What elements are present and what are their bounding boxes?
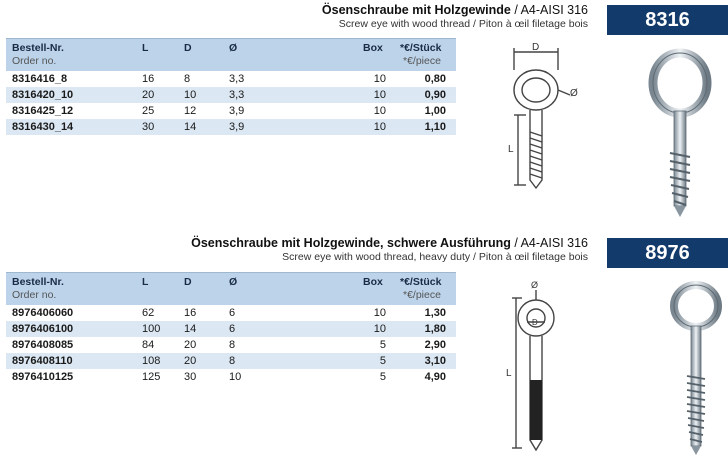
table-row [6, 103, 456, 119]
product-photo-screw-eye [640, 45, 720, 220]
cell-box: 10 [373, 307, 386, 319]
cell-d: 16 [184, 307, 197, 319]
technical-drawing [490, 40, 590, 190]
cell-l: 16 [142, 73, 155, 85]
cell-box: 10 [373, 121, 386, 133]
cell-price: 3,10 [424, 355, 446, 367]
cell-order-no: 8976406100 [12, 323, 74, 335]
cell-diameter: 6 [229, 307, 236, 319]
cell-diameter: 8 [229, 339, 236, 351]
cell-box: 10 [373, 323, 386, 335]
cell-price: 1,80 [424, 323, 446, 335]
header-order-no: Bestell-Nr. [12, 276, 64, 288]
cell-l: 62 [142, 307, 155, 319]
cell-order-no: 8976408085 [12, 339, 74, 351]
cell-d: 30 [184, 371, 197, 383]
header-order-no-en: Order no. [12, 55, 57, 67]
technical-drawing [500, 280, 580, 455]
cell-order-no: 8316430_14 [12, 121, 74, 133]
cell-l: 20 [142, 89, 155, 101]
cell-diameter: 3,9 [229, 121, 245, 133]
cell-diameter: 3,3 [229, 73, 245, 85]
section-title: Ösenschraube mit Holzgewinde, schwere Ausführung / A4-AISI 316 [191, 236, 588, 250]
cell-box: 5 [379, 339, 386, 351]
dimension-d-label: D [532, 42, 540, 53]
cell-l: 100 [142, 323, 161, 335]
table-row [6, 119, 456, 135]
cell-diameter: 3,9 [229, 105, 245, 117]
cell-box: 10 [373, 105, 386, 117]
cell-l: 84 [142, 339, 155, 351]
table-row [6, 369, 456, 385]
cell-price: 2,90 [424, 339, 446, 351]
header-d: D [184, 42, 192, 54]
cell-d: 8 [184, 73, 191, 85]
cell-box: 10 [373, 73, 386, 85]
product-table [6, 272, 456, 385]
header-price: *€/Stück [400, 276, 442, 288]
cell-d: 20 [184, 339, 197, 351]
header-l: L [142, 276, 149, 288]
header-box: Box [363, 276, 383, 288]
header-price: *€/Stück [400, 42, 442, 54]
product-badge: 8976 [607, 238, 728, 268]
cell-d: 20 [184, 355, 197, 367]
cell-box: 5 [379, 355, 386, 367]
dimension-d-label: D [532, 318, 538, 327]
dimension-l-label: L [506, 368, 512, 379]
table-row [6, 321, 456, 337]
product-section-8316 [0, 0, 728, 200]
table-row [6, 337, 456, 353]
section-subtitle: Screw eye with wood thread / Piton à œil filetage bois [338, 18, 588, 30]
table-row [6, 305, 456, 321]
dimension-diameter-label: Ø [531, 280, 539, 290]
header-diameter: Ø [229, 276, 238, 288]
cell-box: 10 [373, 89, 386, 101]
cell-l: 108 [142, 355, 161, 367]
table-row [6, 353, 456, 369]
cell-d: 10 [184, 89, 197, 101]
cell-order-no: 8976408110 [12, 355, 73, 367]
cell-diameter: 3,3 [229, 89, 245, 101]
cell-price: 1,30 [424, 307, 446, 319]
header-order-no: Bestell-Nr. [12, 42, 64, 54]
table-header [6, 272, 456, 305]
cell-order-no: 8316420_10 [12, 89, 74, 101]
header-price-en: *€/piece [403, 289, 441, 301]
cell-diameter: 6 [229, 323, 236, 335]
cell-l: 30 [142, 121, 155, 133]
cell-price: 1,10 [424, 121, 446, 133]
section-title: Ösenschraube mit Holzgewinde / A4-AISI 316 [321, 3, 588, 17]
header-order-no-en: Order no. [12, 289, 57, 301]
dimension-diameter-label: Ø [570, 88, 578, 99]
cell-order-no: 8976406060 [12, 307, 74, 319]
table-header [6, 38, 456, 71]
cell-order-no: 8316425_12 [12, 105, 74, 117]
header-price-en: *€/piece [403, 55, 441, 67]
cell-l: 25 [142, 105, 155, 117]
header-diameter: Ø [229, 42, 238, 54]
header-d: D [184, 276, 192, 288]
dimension-l-label: L [508, 144, 514, 155]
cell-d: 14 [184, 121, 197, 133]
cell-price: 0,80 [424, 73, 446, 85]
cell-price: 4,90 [424, 371, 446, 383]
header-l: L [142, 42, 149, 54]
product-section-8976 [0, 230, 728, 458]
cell-diameter: 10 [229, 371, 242, 383]
table-row [6, 71, 456, 87]
cell-d: 12 [184, 105, 197, 117]
product-table [6, 38, 456, 135]
cell-order-no: 8976410125 [12, 371, 74, 383]
table-row [6, 87, 456, 103]
product-photo-screw-eye-heavy [660, 278, 728, 456]
section-subtitle: Screw eye with wood thread, heavy duty / Piton à œil filetage bois [282, 251, 588, 263]
product-badge: 8316 [607, 5, 728, 35]
cell-d: 14 [184, 323, 197, 335]
cell-price: 1,00 [424, 105, 446, 117]
cell-price: 0,90 [424, 89, 446, 101]
cell-diameter: 8 [229, 355, 236, 367]
cell-order-no: 8316416_8 [12, 73, 68, 85]
cell-box: 5 [379, 371, 386, 383]
header-box: Box [363, 42, 383, 54]
cell-l: 125 [142, 371, 161, 383]
